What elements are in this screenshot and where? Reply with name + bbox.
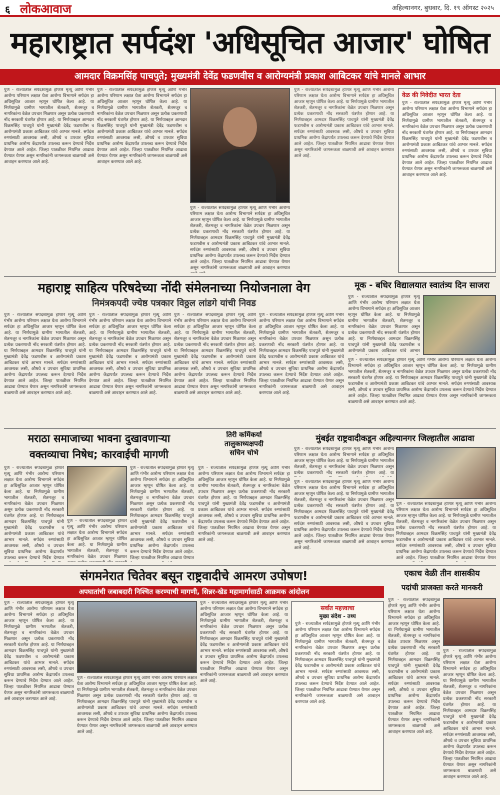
story3-headline: मूक - बधिर विद्यालयात स्वातंत्र्य दिन साजरा: [354, 281, 490, 291]
divider: [4, 428, 496, 429]
page-header: [0, 0, 500, 17]
story6-headline: संगमनेरात चितेवर बसून राष्ट्रवादीचे आमरण उपोषण!: [80, 569, 308, 583]
story7-column-1: पुणे - राज्यातील सर्पदंशामुळे होणारे मृत्यू आणि गंभीर आरोग्य परिणाम लक्षात घेता आरोग्य विभागाने सर्पदंश हा अधिसूचित आजार म्हणून घोषित केला आहे. या निर्णयामुळे ग्रामीण भागातील शेतकरी, शेतमजूर व नागरिकांना वेळेत उपचार मिळणार असून प्रत्येक प्रकरणाची नोंद सरकारी यंत्रणेत होणार आहे. या निर्णयाबद्दल आमदार विक्रमसिंह पाचपुते यांनी मुख्यमंत्री देवेंद्र फडणवीस व आरोग्यमंत्री प्रकाश आबिटकर यांचे आभार मानले. सर्पदंश रुग्णांसाठी आवश्यक लसी, औषधे व उपचार सुविधा प्राथमिक आरोग्य केंद्रापर्यंत उपलब्ध करून देण्याचे निर्देश देण्यात आले आहेत. जिल्हा पातळीवर नियमित आढावा घेण्यात येणार असून नागरिकांनी जागरूकता बाळगावी असे आवाहन करण्यात आले आहे.: [388, 598, 440, 735]
inset-subtitle: मुख्य संदेश - तथ्य: [319, 614, 356, 620]
sidebar-text: पुणे - राज्यातील सर्पदंशामुळे होणारे मृत्यू आणि गंभीर आरोग्य परिणाम लक्षात घेता आरोग्य विभागाने सर्पदंश हा अधिसूचित आजार म्हणून घोषित केला आहे. या निर्णयामुळे ग्रामीण भागातील शेतकरी, शेतमजूर व नागरिकांना वेळेत उपचार मिळणार असून प्रत्येक प्रकरणाची नोंद सरकारी यंत्रणेत होणार आहे. या निर्णयाबद्दल आमदार विक्रमसिंह पाचपुते यांनी मुख्यमंत्री देवेंद्र फडणवीस व आरोग्यमंत्री प्रकाश आबिटकर यांचे आभार मानले. सर्पदंश रुग्णांसाठी आवश्यक लसी, औषधे व उपचार सुविधा प्राथमिक आरोग्य केंद्रापर्यंत उपलब्ध करून देण्याचे निर्देश देण्यात आले आहेत. जिल्हा पातळीवर नियमित आढावा घेण्यात येणार असून नागरिकांनी जागरूकता बाळगावी असे आवाहन करण्यात आले आहे.: [402, 101, 492, 178]
story5-column-2: पुणे - राज्यातील सर्पदंशामुळे होणारे मृत्यू आणि गंभीर आरोग्य परिणाम लक्षात घेता आरोग्य विभागाने सर्पदंश हा अधिसूचित आजार म्हणून घोषित केला आहे. या निर्णयामुळे ग्रामीण भागातील शेतकरी, शेतमजूर व नागरिकांना वेळेत उपचार मिळणार असून प्रत्येक प्रकरणाची नोंद सरकारी यंत्रणेत होणार आहे. या: [294, 447, 394, 476]
story5-kicker-line-3: सचिन चोभे: [229, 449, 259, 457]
story5-kicker-line-2: तालुकाध्यक्षपदी: [224, 440, 264, 448]
lead-subhead: आमदार विक्रमसिंह पाचपुते; मुख्यमंत्री देवेंद्र फडणवीस व आरोग्यमंत्री प्रकाश आबिटकर यांचे मानले आभार: [0, 69, 500, 85]
story2-headline: महाराष्ट्र साहित्य परिषदेच्या नोंदी संमेलनाच्या नियोजनाला वेग: [37, 280, 311, 295]
story4-photo: [67, 466, 127, 516]
story6-subhead: अपघातांची जबाबदारी निश्चित करण्याची मागणी, सिन्नर-खेड महामार्गासाठी आक्रमक आंदोलन: [4, 586, 384, 598]
story2-column-2: पुणे - राज्यातील सर्पदंशामुळे होणारे मृत्यू आणि गंभीर आरोग्य परिणाम लक्षात घेता आरोग्य विभागाने सर्पदंश हा अधिसूचित आजार म्हणून घोषित केला आहे. या निर्णयामुळे ग्रामीण भागातील शेतकरी, शेतमजूर व नागरिकांना वेळेत उपचार मिळणार असून प्रत्येक प्रकरणाची नोंद सरकारी यंत्रणेत होणार आहे. या निर्णयाबद्दल आमदार विक्रमसिंह पाचपुते यांनी मुख्यमंत्री देवेंद्र फडणवीस व आरोग्यमंत्री प्रकाश आबिटकर यांचे आभार मानले. सर्पदंश रुग्णांसाठी आवश्यक लसी, औषधे व उपचार सुविधा प्राथमिक आरोग्य केंद्रापर्यंत उपलब्ध करून देण्याचे निर्देश देण्यात आले आहेत. जिल्हा पातळीवर नियमित आढावा घेण्यात येणार असून नागरिकांनी जागरूकता बाळगावी असे आवाहन करण्यात आले आहे.: [89, 313, 171, 396]
story7-subhead: पदांची प्राजक्ता करते मानकरी: [401, 583, 483, 592]
story5-column-3: पुणे - राज्यातील सर्पदंशामुळे होणारे मृत्यू आणि गंभीर आरोग्य परिणाम लक्षात घेता आरोग्य विभागाने सर्पदंश हा अधिसूचित आजार म्हणून घोषित केला आहे. या निर्णयामुळे ग्रामीण भागातील शेतकरी, शेतमजूर व नागरिकांना वेळेत उपचार मिळणार असून प्रत्येक प्रकरणाची नोंद सरकारी यंत्रणेत होणार आहे. या निर्णयाबद्दल आमदार विक्रमसिंह पाचपुते यांनी मुख्यमंत्री देवेंद्र फडणवीस व आरोग्यमंत्री प्रकाश आबिटकर यांचे आभार मानले. सर्पदंश रुग्णांसाठी आवश्यक लसी, औषधे व उपचार सुविधा प्राथमिक आरोग्य केंद्रापर्यंत उपलब्ध करून देण्याचे निर्देश देण्यात आले आहेत. जिल्हा पातळीवर नियमित आढावा घेण्यात येणार असून नागरिकांनी जागरूकता बाळगावी असे आवाहन करण्यात आले आहे.: [294, 480, 394, 551]
story5-column-1: पुणे - राज्यातील सर्पदंशामुळे होणारे मृत्यू आणि गंभीर आरोग्य परिणाम लक्षात घेता आरोग्य विभागाने सर्पदंश हा अधिसूचित आजार म्हणून घोषित केला आहे. या निर्णयामुळे ग्रामीण भागातील शेतकरी, शेतमजूर व नागरिकांना वेळेत उपचार मिळणार असून प्रत्येक प्रकरणाची नोंद सरकारी यंत्रणेत होणार आहे. या निर्णयाबद्दल आमदार विक्रमसिंह पाचपुते यांनी मुख्यमंत्री देवेंद्र फडणवीस व आरोग्यमंत्री प्रकाश आबिटकर यांचे आभार मानले. सर्पदंश रुग्णांसाठी आवश्यक लसी, औषधे व उपचार सुविधा प्राथमिक आरोग्य केंद्रापर्यंत उपलब्ध करून देण्याचे निर्देश देण्यात आले आहेत. जिल्हा पातळीवर नियमित आढावा घेण्यात येणार असून नागरिकांनी जागरूकता बाळगावी असे आवाहन करण्यात आले आहे.: [198, 466, 290, 543]
story4-column-1: पुणे - राज्यातील सर्पदंशामुळे होणारे मृत्यू आणि गंभीर आरोग्य परिणाम लक्षात घेता आरोग्य विभागाने सर्पदंश हा अधिसूचित आजार म्हणून घोषित केला आहे. या निर्णयामुळे ग्रामीण भागातील शेतकरी, शेतमजूर व नागरिकांना वेळेत उपचार मिळणार असून प्रत्येक प्रकरणाची नोंद सरकारी यंत्रणेत होणार आहे. या निर्णयाबद्दल आमदार विक्रमसिंह पाचपुते यांनी मुख्यमंत्री देवेंद्र फडणवीस व आरोग्यमंत्री प्रकाश आबिटकर यांचे आभार मानले. सर्पदंश रुग्णांसाठी आवश्यक लसी, औषधे व उपचार सुविधा प्राथमिक आरोग्य केंद्रापर्यंत उपलब्ध करून देण्याचे निर्देश देण्यात: [4, 466, 64, 561]
lead-column-2: पुणे - राज्यातील सर्पदंशामुळे होणारे मृत्यू आणि गंभीर आरोग्य परिणाम लक्षात घेता आरोग्य विभागाने सर्पदंश हा अधिसूचित आजार म्हणून घोषित केला आहे. या निर्णयामुळे ग्रामीण भागातील शेतकरी, शेतमजूर व नागरिकांना वेळेत उपचार मिळणार असून प्रत्येक प्रकरणाची नोंद सरकारी यंत्रणेत होणार आहे. या निर्णयाबद्दल आमदार विक्रमसिंह पाचपुते यांनी मुख्यमंत्री देवेंद्र फडणवीस व आरोग्यमंत्री प्रकाश आबिटकर यांचे आभार मानले. सर्पदंश रुग्णांसाठी आवश्यक लसी, औषधे व उपचार सुविधा प्राथमिक आरोग्य केंद्रापर्यंत उपलब्ध करून देण्याचे निर्देश देण्यात आले आहेत. जिल्हा पातळीवर नियमित आढावा घेण्यात येणार असून नागरिकांनी जागरूकता बाळगावी असे आवाहन करण्यात आले आहे.: [97, 88, 187, 165]
page-number: ६: [5, 5, 11, 16]
school-photo: [423, 295, 496, 355]
newspaper-brand: लोकआवाज: [20, 2, 72, 16]
dateline: अहिल्यानगर, बुधवार, दि. १९ ऑगस्ट २०२५: [391, 4, 494, 12]
story5-kicker-line-1: तिरी कर्मिकर्या: [226, 431, 262, 439]
story4-column-3: पुणे - राज्यातील सर्पदंशामुळे होणारे मृत्यू आणि गंभीर आरोग्य परिणाम लक्षात घेता आरोग्य विभागाने सर्पदंश हा अधिसूचित आजार म्हणून घोषित केला आहे. या निर्णयामुळे ग्रामीण भागातील शेतकरी, शेतमजूर व नागरिकांना वेळेत उपचार मिळणार असून प्रत्येक प्रकरणाची नोंद सरकारी यंत्रणेत होणार आहे. या निर्णयाबद्दल आमदार विक्रमसिंह पाचपुते यांनी मुख्यमंत्री देवेंद्र फडणवीस व आरोग्यमंत्री प्रकाश आबिटकर यांचे आभार मानले. सर्पदंश रुग्णांसाठी आवश्यक लसी, औषधे व उपचार सुविधा प्राथमिक आरोग्य केंद्रापर्यंत उपलब्ध करून देण्याचे निर्देश देण्यात आले आहेत. जिल्हा पातळीवर नियमित आढावा घेण्यात: [130, 466, 194, 561]
story2-column-3: पुणे - राज्यातील सर्पदंशामुळे होणारे मृत्यू आणि गंभीर आरोग्य परिणाम लक्षात घेता आरोग्य विभागाने सर्पदंश हा अधिसूचित आजार म्हणून घोषित केला आहे. या निर्णयामुळे ग्रामीण भागातील शेतकरी, शेतमजूर व नागरिकांना वेळेत उपचार मिळणार असून प्रत्येक प्रकरणाची नोंद सरकारी यंत्रणेत होणार आहे. या निर्णयाबद्दल आमदार विक्रमसिंह पाचपुते यांनी मुख्यमंत्री देवेंद्र फडणवीस व आरोग्यमंत्री प्रकाश आबिटकर यांचे आभार मानले. सर्पदंश रुग्णांसाठी आवश्यक लसी, औषधे व उपचार सुविधा प्राथमिक आरोग्य केंद्रापर्यंत उपलब्ध करून देण्याचे निर्देश देण्यात आले आहेत. जिल्हा पातळीवर नियमित आढावा घेण्यात येणार असून नागरिकांनी जागरूकता बाळगावी असे आवाहन करण्यात आले आहे.: [174, 313, 256, 396]
sidebar-title: वेळ की निवेदीत भारत देता: [402, 92, 461, 99]
story6-column-3: पुणे - राज्यातील सर्पदंशामुळे होणारे मृत्यू आणि गंभीर आरोग्य परिणाम लक्षात घेता आरोग्य विभागाने सर्पदंश हा अधिसूचित आजार म्हणून घोषित केला आहे. या निर्णयामुळे ग्रामीण भागातील शेतकरी, शेतमजूर व नागरिकांना वेळेत उपचार मिळणार असून प्रत्येक प्रकरणाची नोंद सरकारी यंत्रणेत होणार आहे. या निर्णयाबद्दल आमदार विक्रमसिंह पाचपुते यांनी मुख्यमंत्री देवेंद्र फडणवीस व आरोग्यमंत्री प्रकाश आबिटकर यांचे आभार मानले. सर्पदंश रुग्णांसाठी आवश्यक लसी, औषधे व उपचार सुविधा प्राथमिक आरोग्य केंद्रापर्यंत उपलब्ध करून देण्याचे निर्देश देण्यात आले आहेत. जिल्हा पातळीवर नियमित आढावा घेण्यात येणार असून नागरिकांनी जागरूकता बाळगावी असे आवाहन करण्यात आले आहे.: [200, 601, 288, 684]
story4-headline: मराठा समाजाच्या भावना दुखावणाऱ्या: [27, 433, 171, 445]
protest-photo: [77, 601, 197, 673]
story4-column-2: पुणे - राज्यातील सर्पदंशामुळे होणारे मृत्यू आणि गंभीर आरोग्य परिणाम लक्षात घेता आरोग्य विभागाने सर्पदंश हा अधिसूचित आजार म्हणून घोषित केला आहे. या निर्णयामुळे ग्रामीण भागातील शेतकरी, शेतमजूर व नागरिकांना वेळेत उपचार मिळणार: [67, 519, 127, 560]
lead-column-3: पुणे - राज्यातील सर्पदंशामुळे होणारे मृत्यू आणि गंभीर आरोग्य परिणाम लक्षात घेता आरोग्य विभागाने सर्पदंश हा अधिसूचित आजार म्हणून घोषित केला आहे. या निर्णयामुळे ग्रामीण भागातील शेतकरी, शेतमजूर व नागरिकांना वेळेत उपचार मिळणार असून प्रत्येक प्रकरणाची नोंद सरकारी यंत्रणेत होणार आहे. या निर्णयाबद्दल आमदार विक्रमसिंह पाचपुते यांनी मुख्यमंत्री देवेंद्र फडणवीस व आरोग्यमंत्री प्रकाश आबिटकर यांचे आभार मानले. सर्पदंश रुग्णांसाठी आवश्यक लसी, औषधे व उपचार सुविधा प्राथमिक आरोग्य केंद्रापर्यंत उपलब्ध करून देण्याचे निर्देश देण्यात आले आहेत. जिल्हा पातळीवर नियमित आढावा घेण्यात येणार असून नागरिकांनी जागरूकता बाळगावी असे आवाहन करण्यात: [190, 206, 290, 271]
story4-subhead: वक्तव्याचा निषेध; कारवाईची मागणी: [29, 449, 169, 461]
sidebar-box: [398, 88, 496, 273]
story2-column-1: पुणे - राज्यातील सर्पदंशामुळे होणारे मृत्यू आणि गंभीर आरोग्य परिणाम लक्षात घेता आरोग्य विभागाने सर्पदंश हा अधिसूचित आजार म्हणून घोषित केला आहे. या निर्णयामुळे ग्रामीण भागातील शेतकरी, शेतमजूर व नागरिकांना वेळेत उपचार मिळणार असून प्रत्येक प्रकरणाची नोंद सरकारी यंत्रणेत होणार आहे. या निर्णयाबद्दल आमदार विक्रमसिंह पाचपुते यांनी मुख्यमंत्री देवेंद्र फडणवीस व आरोग्यमंत्री प्रकाश आबिटकर यांचे आभार मानले. सर्पदंश रुग्णांसाठी आवश्यक लसी, औषधे व उपचार सुविधा प्राथमिक आरोग्य केंद्रापर्यंत उपलब्ध करून देण्याचे निर्देश देण्यात आले आहेत. जिल्हा पातळीवर नियमित आढावा घेण्यात येणार असून नागरिकांनी जागरूकता बाळगावी असे आवाहन करण्यात आले आहे.: [4, 313, 86, 396]
inset-text: पुणे - राज्यातील सर्पदंशामुळे होणारे मृत्यू आणि गंभीर आरोग्य परिणाम लक्षात घेता आरोग्य विभागाने सर्पदंश हा अधिसूचित आजार म्हणून घोषित केला आहे. या निर्णयामुळे ग्रामीण भागातील शेतकरी, शेतमजूर व नागरिकांना वेळेत उपचार मिळणार असून प्रत्येक प्रकरणाची नोंद सरकारी यंत्रणेत होणार आहे. या निर्णयाबद्दल आमदार विक्रमसिंह पाचपुते यांनी मुख्यमंत्री देवेंद्र फडणवीस व आरोग्यमंत्री प्रकाश आबिटकर यांचे आभार मानले. सर्पदंश रुग्णांसाठी आवश्यक लसी, औषधे व उपचार सुविधा प्राथमिक आरोग्य केंद्रापर्यंत उपलब्ध करून देण्याचे निर्देश देण्यात आले आहेत. जिल्हा पातळीवर नियमित आढावा घेण्यात येणार असून नागरिकांनी जागरूकता बाळगावी असे आवाहन करण्यात आले आहे.: [295, 622, 380, 705]
meeting-photo: [396, 447, 496, 499]
lead-column-4: पुणे - राज्यातील सर्पदंशामुळे होणारे मृत्यू आणि गंभीर आरोग्य परिणाम लक्षात घेता आरोग्य विभागाने सर्पदंश हा अधिसूचित आजार म्हणून घोषित केला आहे. या निर्णयामुळे ग्रामीण भागातील शेतकरी, शेतमजूर व नागरिकांना वेळेत उपचार मिळणार असून प्रत्येक प्रकरणाची नोंद सरकारी यंत्रणेत होणार आहे. या निर्णयाबद्दल आमदार विक्रमसिंह पाचपुते यांनी मुख्यमंत्री देवेंद्र फडणवीस व आरोग्यमंत्री प्रकाश आबिटकर यांचे आभार मानले. सर्पदंश रुग्णांसाठी आवश्यक लसी, औषधे व उपचार सुविधा प्राथमिक आरोग्य केंद्रापर्यंत उपलब्ध करून देण्याचे निर्देश देण्यात आले आहेत. जिल्हा पातळीवर नियमित आढावा घेण्यात येणार असून नागरिकांनी जागरूकता बाळगावी असे आवाहन करण्यात आले आहे.: [294, 88, 394, 159]
mla-photo: [190, 88, 290, 203]
story6-column-1: पुणे - राज्यातील सर्पदंशामुळे होणारे मृत्यू आणि गंभीर आरोग्य परिणाम लक्षात घेता आरोग्य विभागाने सर्पदंश हा अधिसूचित आजार म्हणून घोषित केला आहे. या निर्णयामुळे ग्रामीण भागातील शेतकरी, शेतमजूर व नागरिकांना वेळेत उपचार मिळणार असून प्रत्येक प्रकरणाची नोंद सरकारी यंत्रणेत होणार आहे. या निर्णयाबद्दल आमदार विक्रमसिंह पाचपुते यांनी मुख्यमंत्री देवेंद्र फडणवीस व आरोग्यमंत्री प्रकाश आबिटकर यांचे आभार मानले. सर्पदंश रुग्णांसाठी आवश्यक लसी, औषधे व उपचार सुविधा प्राथमिक आरोग्य केंद्रापर्यंत उपलब्ध करून देण्याचे निर्देश देण्यात आले आहेत. जिल्हा पातळीवर नियमित आढावा घेण्यात येणार असून नागरिकांनी जागरूकता बाळगावी असे आवाहन करण्यात आले आहे.: [4, 601, 74, 702]
inset-title: सर्वात महत्त्वाचा: [320, 605, 355, 612]
story6-column-2: पुणे - राज्यातील सर्पदंशामुळे होणारे मृत्यू आणि गंभीर आरोग्य परिणाम लक्षात घेता आरोग्य विभागाने सर्पदंश हा अधिसूचित आजार म्हणून घोषित केला आहे. या निर्णयामुळे ग्रामीण भागातील शेतकरी, शेतमजूर व नागरिकांना वेळेत उपचार मिळणार असून प्रत्येक प्रकरणाची नोंद सरकारी यंत्रणेत होणार आहे. या निर्णयाबद्दल आमदार विक्रमसिंह पाचपुते यांनी मुख्यमंत्री देवेंद्र फडणवीस व आरोग्यमंत्री प्रकाश आबिटकर यांचे आभार मानले. सर्पदंश रुग्णांसाठी आवश्यक लसी, औषधे व उपचार सुविधा प्राथमिक आरोग्य केंद्रापर्यंत उपलब्ध करून देण्याचे निर्देश देण्यात आले आहेत. जिल्हा पातळीवर नियमित आढावा घेण्यात येणार असून नागरिकांनी जागरूकता बाळगावी असे आवाहन करण्यात आले आहे.: [77, 676, 197, 735]
story3-column-1: पुणे - राज्यातील सर्पदंशामुळे होणारे मृत्यू आणि गंभीर आरोग्य परिणाम लक्षात घेता आरोग्य विभागाने सर्पदंश हा अधिसूचित आजार म्हणून घोषित केला आहे. या निर्णयामुळे ग्रामीण भागातील शेतकरी, शेतमजूर व नागरिकांना वेळेत उपचार मिळणार असून प्रत्येक प्रकरणाची नोंद सरकारी यंत्रणेत होणार आहे. या निर्णयाबद्दल आमदार विक्रमसिंह पाचपुते यांनी मुख्यमंत्री देवेंद्र फडणवीस व आरोग्यमंत्री प्रकाश आबिटकर यांचे आभार: [348, 295, 420, 354]
divider: [4, 276, 496, 277]
portrait-photo: [443, 598, 496, 646]
lead-headline: महाराष्ट्रात सर्पदंश 'अधिसूचित आजार' घोषित: [10, 26, 490, 61]
story5-headline: मुंबईत राष्ट्रवादीकडून अहिल्यानगर जिल्हातील आढावा: [315, 433, 475, 443]
story2-column-4: पुणे - राज्यातील सर्पदंशामुळे होणारे मृत्यू आणि गंभीर आरोग्य परिणाम लक्षात घेता आरोग्य विभागाने सर्पदंश हा अधिसूचित आजार म्हणून घोषित केला आहे. या निर्णयामुळे ग्रामीण भागातील शेतकरी, शेतमजूर व नागरिकांना वेळेत उपचार मिळणार असून प्रत्येक प्रकरणाची नोंद सरकारी यंत्रणेत होणार आहे. या निर्णयाबद्दल आमदार विक्रमसिंह पाचपुते यांनी मुख्यमंत्री देवेंद्र फडणवीस व आरोग्यमंत्री प्रकाश आबिटकर यांचे आभार मानले. सर्पदंश रुग्णांसाठी आवश्यक लसी, औषधे व उपचार सुविधा प्राथमिक आरोग्य केंद्रापर्यंत उपलब्ध करून देण्याचे निर्देश देण्यात आले आहेत. जिल्हा पातळीवर नियमित आढावा घेण्यात येणार असून नागरिकांनी जागरूकता बाळगावी असे आवाहन करण्यात आले आहे.: [259, 313, 344, 396]
story3-column-2: पुणे - राज्यातील सर्पदंशामुळे होणारे मृत्यू आणि गंभीर आरोग्य परिणाम लक्षात घेता आरोग्य विभागाने सर्पदंश हा अधिसूचित आजार म्हणून घोषित केला आहे. या निर्णयामुळे ग्रामीण भागातील शेतकरी, शेतमजूर व नागरिकांना वेळेत उपचार मिळणार असून प्रत्येक प्रकरणाची नोंद सरकारी यंत्रणेत होणार आहे. या निर्णयाबद्दल आमदार विक्रमसिंह पाचपुते यांनी मुख्यमंत्री देवेंद्र फडणवीस व आरोग्यमंत्री प्रकाश आबिटकर यांचे आभार मानले. सर्पदंश रुग्णांसाठी आवश्यक लसी, औषधे व उपचार सुविधा प्राथमिक आरोग्य केंद्रापर्यंत उपलब्ध करून देण्याचे निर्देश देण्यात आले आहेत. जिल्हा पातळीवर नियमित आढावा घेण्यात येणार असून नागरिकांनी जागरूकता बाळगावी असे आवाहन करण्यात आले आहे.: [348, 358, 496, 405]
story7-headline: एकाच वेळी तीन शासकीय: [404, 569, 480, 578]
story5-column-4: पुणे - राज्यातील सर्पदंशामुळे होणारे मृत्यू आणि गंभीर आरोग्य परिणाम लक्षात घेता आरोग्य विभागाने सर्पदंश हा अधिसूचित आजार म्हणून घोषित केला आहे. या निर्णयामुळे ग्रामीण भागातील शेतकरी, शेतमजूर व नागरिकांना वेळेत उपचार मिळणार असून प्रत्येक प्रकरणाची नोंद सरकारी यंत्रणेत होणार आहे. या निर्णयाबद्दल आमदार विक्रमसिंह पाचपुते यांनी मुख्यमंत्री देवेंद्र फडणवीस व आरोग्यमंत्री प्रकाश आबिटकर यांचे आभार मानले. सर्पदंश रुग्णांसाठी आवश्यक लसी, औषधे व उपचार सुविधा प्राथमिक आरोग्य केंद्रापर्यंत उपलब्ध करून देण्याचे निर्देश देण्यात आले आहेत. जिल्हा पातळीवर नियमित आढावा घेण्यात येणार: [396, 502, 496, 561]
inset-box: [291, 601, 384, 791]
story5-kicker: [198, 431, 290, 465]
lead-column-1: पुणे - राज्यातील सर्पदंशामुळे होणारे मृत्यू आणि गंभीर आरोग्य परिणाम लक्षात घेता आरोग्य विभागाने सर्पदंश हा अधिसूचित आजार म्हणून घोषित केला आहे. या निर्णयामुळे ग्रामीण भागातील शेतकरी, शेतमजूर व नागरिकांना वेळेत उपचार मिळणार असून प्रत्येक प्रकरणाची नोंद सरकारी यंत्रणेत होणार आहे. या निर्णयाबद्दल आमदार विक्रमसिंह पाचपुते यांनी मुख्यमंत्री देवेंद्र फडणवीस व आरोग्यमंत्री प्रकाश आबिटकर यांचे आभार मानले. सर्पदंश रुग्णांसाठी आवश्यक लसी, औषधे व उपचार सुविधा प्राथमिक आरोग्य केंद्रापर्यंत उपलब्ध करून देण्याचे निर्देश देण्यात आले आहेत. जिल्हा पातळीवर नियमित आढावा घेण्यात येणार असून नागरिकांनी जागरूकता बाळगावी असे आवाहन करण्यात आले आहे.: [4, 88, 94, 165]
story2-subhead: निमंत्रकपदी ज्येष्ठ पत्रकार विठ्ठल लांडगे यांची निवड: [92, 299, 256, 309]
divider: [4, 565, 496, 566]
story7-column-2: पुणे - राज्यातील सर्पदंशामुळे होणारे मृत्यू आणि गंभीर आरोग्य परिणाम लक्षात घेता आरोग्य विभागाने सर्पदंश हा अधिसूचित आजार म्हणून घोषित केला आहे. या निर्णयामुळे ग्रामीण भागातील शेतकरी, शेतमजूर व नागरिकांना वेळेत उपचार मिळणार असून प्रत्येक प्रकरणाची नोंद सरकारी यंत्रणेत होणार आहे. या निर्णयाबद्दल आमदार विक्रमसिंह पाचपुते यांनी मुख्यमंत्री देवेंद्र फडणवीस व आरोग्यमंत्री प्रकाश आबिटकर यांचे आभार मानले. सर्पदंश रुग्णांसाठी आवश्यक लसी, औषधे व उपचार सुविधा प्राथमिक आरोग्य केंद्रापर्यंत उपलब्ध करून देण्याचे निर्देश देण्यात आले आहेत. जिल्हा पातळीवर नियमित आढावा घेण्यात येणार असून नागरिकांनी जागरूकता बाळगावी असे आवाहन करण्यात आले आहे.: [443, 649, 496, 780]
